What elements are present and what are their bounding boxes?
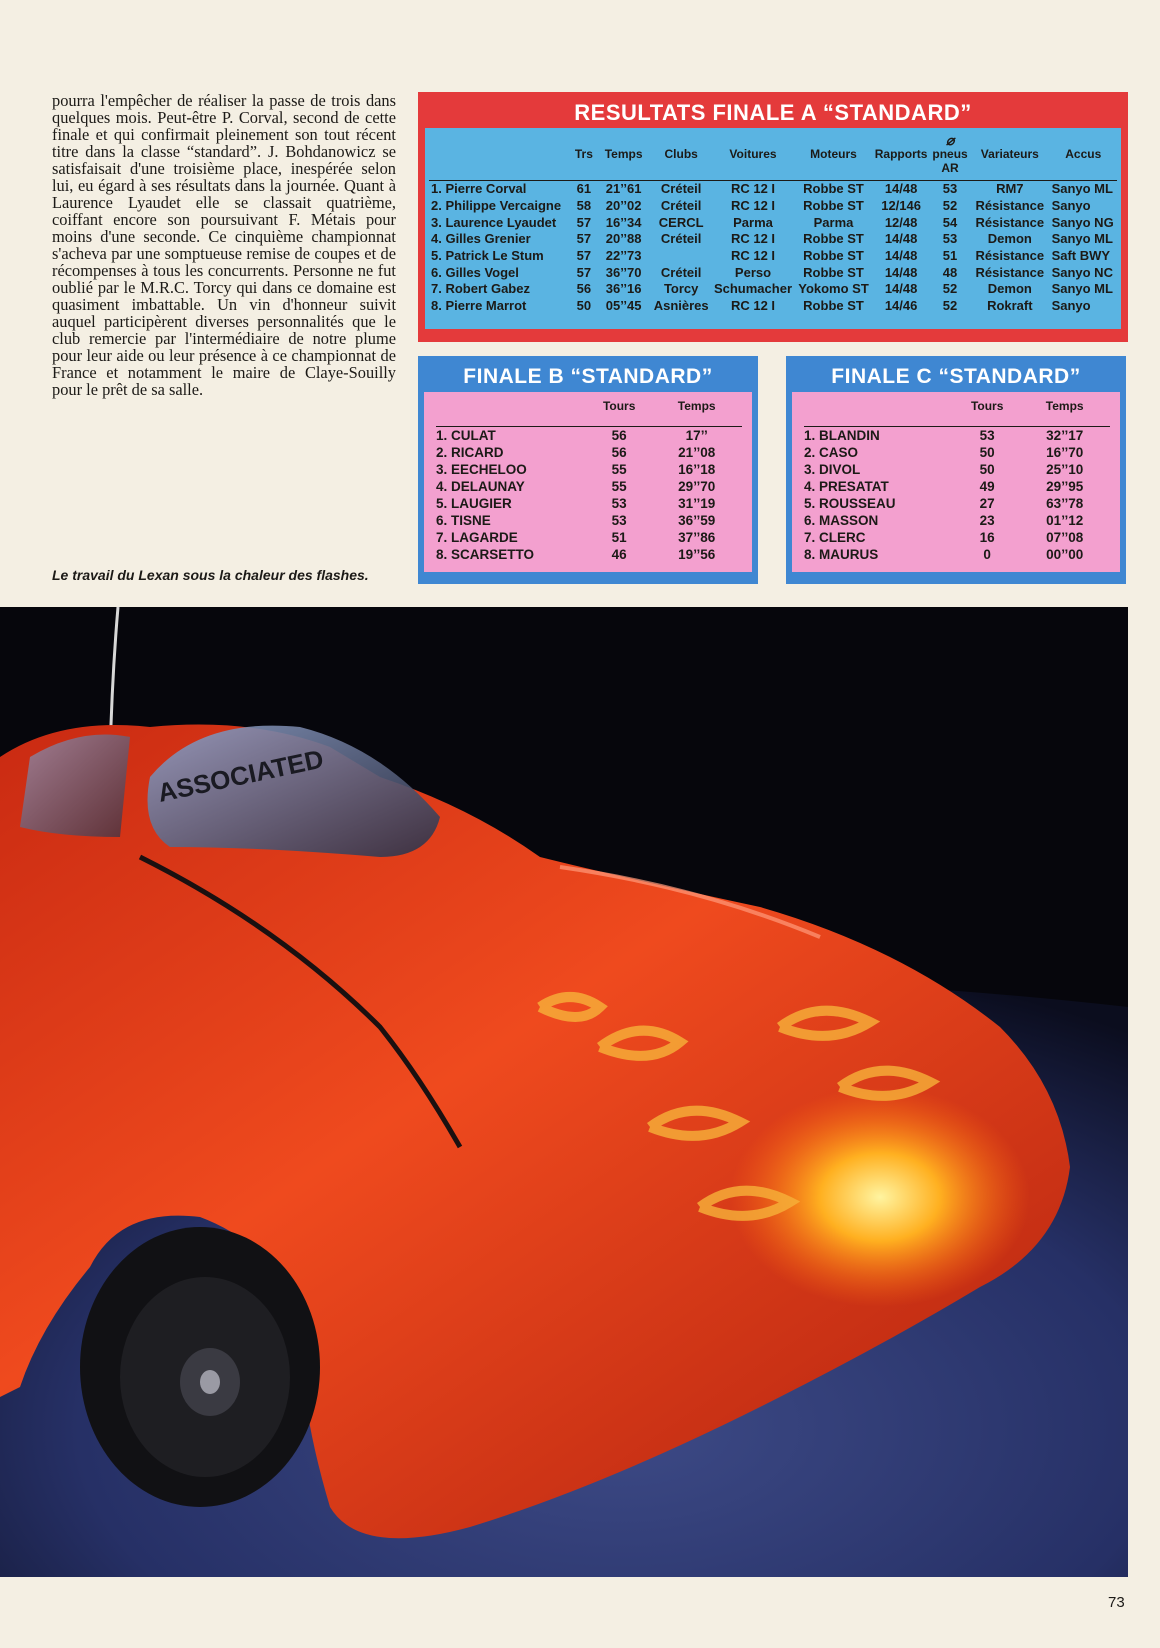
time-cell: 16’’70 — [1046, 444, 1084, 460]
finale-a-table-area — [425, 128, 1121, 329]
club-cell: Créteil — [651, 181, 711, 198]
battery-cell: Saft BWY — [1051, 248, 1111, 264]
driver-name: 1. CULAT — [436, 427, 587, 445]
laps-cell: 49 — [979, 478, 995, 494]
finale-a-row — [429, 298, 1117, 315]
driver-name: 7. CLERC — [804, 529, 866, 545]
finale-c-row — [804, 512, 1110, 529]
engine-cell: Yokomo ST — [798, 281, 869, 297]
page-number: 73 — [1108, 1594, 1125, 1611]
battery-cell: Sanyo — [1051, 298, 1091, 314]
battery-cell: Sanyo ML — [1051, 231, 1113, 247]
tyre-cell: 53 — [930, 181, 970, 198]
speed-controller-cell: Résistance — [975, 214, 1045, 230]
laps-cell: 16 — [979, 529, 995, 545]
finale-a-row — [429, 248, 1117, 265]
header-name — [804, 398, 955, 427]
driver-name: 3. DIVOL — [804, 461, 861, 477]
tyre-cell: 51 — [942, 248, 958, 264]
battery-cell: Sanyo NC — [1051, 264, 1113, 280]
header-name — [429, 128, 572, 181]
finale-c-row — [804, 529, 1110, 546]
finale-b-row — [436, 444, 742, 461]
car-cell: RC 12 I — [730, 298, 776, 314]
time-cell: 25’’10 — [1046, 461, 1084, 477]
engine-cell: Robbe ST — [803, 298, 864, 314]
tyre-cell: 53 — [942, 231, 958, 247]
header-variateurs: Variateurs — [980, 147, 1039, 161]
laps-cell: 50 — [576, 298, 592, 314]
laps-cell: 56 — [587, 427, 651, 445]
driver-name: 3. Laurence Lyaudet — [431, 214, 557, 230]
finale-b-row — [436, 461, 742, 478]
ratio-cell: 14/46 — [884, 298, 918, 314]
article-paragraph: pourra l'empêcher de réaliser la passe de trois dans quelques mois. Peut-être P. Corval, second de cette finale et qui confirmait pleinement son tout récent titre dans la classe “standard”. J. Bohdanowicz se satisfaisait d'une troisième place, inespérée selon lui, eu égard à ses résultats dans la journée. Quant à Laurence Lyaudet elle se classait quatrième, coiffant encore son poursuivant F. Métais pour moins d'une seconde. Ce cinquième championnat s'acheva par une somptueuse remise de coupes et de récompenses à tous les concurrents. Personne ne fut oublié par le M.R.C. Torcy qui dans ce domaine est quasiment imbattable. Un vin d'honneur suivit auquel participèrent diverses personnalités que le club remercie par l'intermédiaire de notre plume pour leur aide ou leur présence à ce championnat de France et notamment le maire de Claye-Souilly pour le prêt de sa salle. — [52, 91, 396, 399]
laps-cell: 57 — [576, 264, 592, 280]
finale-b-header-row — [436, 398, 742, 427]
finale-c-table — [804, 398, 1110, 563]
laps-cell: 27 — [979, 495, 995, 511]
finale-b-row — [436, 478, 742, 495]
finale-c-table-area — [792, 392, 1120, 572]
time-cell: 31’’19 — [678, 495, 716, 511]
speed-controller-cell: Demon — [987, 281, 1032, 297]
time-cell: 17’’ — [651, 427, 742, 445]
laps-cell: 50 — [979, 444, 995, 460]
battery-cell: Sanyo — [1051, 198, 1091, 214]
car-cell: RC 12 I — [730, 248, 776, 264]
laps-cell: 51 — [611, 529, 627, 545]
club-cell: Créteil — [660, 231, 702, 247]
engine-cell: Robbe ST — [803, 248, 864, 264]
ratio-cell: 12/48 — [884, 214, 918, 230]
laps-cell: 57 — [576, 248, 592, 264]
driver-name: 8. MAURUS — [804, 546, 879, 562]
laps-cell: 55 — [611, 478, 627, 494]
club-cell — [651, 248, 711, 265]
car-cell: Schumacher — [713, 281, 793, 297]
finale-b-title: FINALE B “STANDARD” — [463, 365, 713, 388]
finale-b-row — [436, 495, 742, 512]
driver-name: 2. CASO — [804, 444, 859, 460]
laps-cell: 61 — [572, 181, 596, 198]
time-cell: 36’’59 — [678, 512, 716, 528]
ratio-cell: 14/48 — [884, 248, 918, 264]
ratio-cell: 14/48 — [884, 281, 918, 297]
finale-a-header-row — [429, 128, 1117, 181]
driver-name: 6. MASSON — [804, 512, 879, 528]
laps-cell: 50 — [979, 461, 995, 477]
laps-cell: 53 — [611, 495, 627, 511]
time-cell: 00’’00 — [1046, 546, 1084, 562]
ratio-cell: 14/48 — [872, 181, 930, 198]
finale-a-row — [429, 181, 1117, 198]
time-cell: 22’’73 — [605, 248, 642, 264]
driver-name: 8. Pierre Marrot — [431, 298, 527, 314]
time-cell: 16’’34 — [605, 214, 642, 230]
finale-a-box — [418, 92, 1128, 342]
finale-b-row — [436, 512, 742, 529]
car-cell: RC 12 I — [730, 198, 776, 214]
laps-cell: 53 — [955, 427, 1019, 445]
time-cell: 32’’17 — [1019, 427, 1110, 445]
finale-c-box — [786, 356, 1126, 584]
header-name — [436, 398, 587, 427]
laps-cell: 55 — [611, 461, 627, 477]
driver-name: 2. Philippe Vercaigne — [431, 198, 562, 214]
speed-controller-cell: Résistance — [975, 198, 1045, 214]
finale-c-row — [804, 444, 1110, 461]
finale-b-row — [436, 427, 742, 445]
car-photo — [0, 607, 1128, 1577]
tyre-cell: 48 — [942, 264, 958, 280]
laps-cell: 23 — [979, 512, 995, 528]
laps-cell: 46 — [611, 546, 627, 562]
time-cell: 19’’56 — [678, 546, 716, 562]
car-cell: Perso — [734, 264, 772, 280]
time-cell: 21’’61 — [596, 181, 651, 198]
header-moteurs: Moteurs — [810, 147, 857, 161]
time-cell: 07’’08 — [1046, 529, 1084, 545]
time-cell: 20’’02 — [605, 198, 642, 214]
header-temps: Temps — [1045, 399, 1084, 413]
engine-cell: Robbe ST — [803, 198, 864, 214]
driver-name: 4. Gilles Grenier — [431, 231, 531, 247]
driver-name: 3. EECHELOO — [436, 461, 527, 477]
finale-c-row — [804, 546, 1110, 563]
driver-name: 4. DELAUNAY — [436, 478, 525, 494]
time-cell: 21’’08 — [678, 444, 716, 460]
finale-b-table — [436, 398, 742, 563]
header-temps: Temps — [604, 147, 643, 161]
driver-name: 6. TISNE — [436, 512, 491, 528]
finale-a-row — [429, 264, 1117, 281]
finale-a-title: RESULTATS FINALE A “STANDARD” — [574, 100, 972, 125]
laps-cell: 0 — [983, 546, 991, 562]
tyre-cell: 52 — [942, 281, 958, 297]
laps-cell: 56 — [576, 281, 592, 297]
finale-a-row — [429, 231, 1117, 248]
diameter-icon: ⌀ — [945, 132, 955, 148]
car-cell: RC 12 I — [730, 231, 776, 247]
finale-b-row — [436, 529, 742, 546]
laps-cell: 56 — [611, 444, 627, 460]
speed-controller-cell: Demon — [987, 231, 1032, 247]
driver-name: 5. ROUSSEAU — [804, 495, 896, 511]
time-cell: 29’’70 — [678, 478, 716, 494]
speed-controller-cell: RM7 — [970, 181, 1049, 198]
header-trs: Trs — [574, 147, 593, 161]
header-pneus — [930, 128, 970, 181]
engine-cell: Robbe ST — [795, 181, 872, 198]
time-cell: 36’’70 — [605, 264, 642, 280]
club-cell: Créteil — [660, 264, 702, 280]
finale-b-row — [436, 546, 742, 563]
car-cell: RC 12 I — [711, 181, 795, 198]
tyre-cell: 54 — [942, 214, 958, 230]
club-cell: CERCL — [658, 214, 704, 230]
driver-name: 8. SCARSETTO — [436, 546, 535, 562]
battery-cell: Sanyo NG — [1051, 214, 1114, 230]
engine-cell: Robbe ST — [803, 264, 864, 280]
laps-cell: 57 — [576, 231, 592, 247]
time-cell: 05’’45 — [605, 298, 642, 314]
laps-cell: 53 — [611, 512, 627, 528]
time-cell: 29’’95 — [1046, 478, 1084, 494]
car-cell: Parma — [733, 214, 773, 230]
club-cell: Asnières — [653, 298, 709, 314]
header-temps: Temps — [677, 399, 716, 413]
time-cell: 36’’16 — [605, 281, 642, 297]
speed-controller-cell: Résistance — [975, 248, 1045, 264]
laps-cell: 58 — [576, 198, 592, 214]
photo-caption: Le travail du Lexan sous la chaleur des flashes. — [52, 567, 369, 583]
driver-name: 7. LAGARDE — [436, 529, 518, 545]
engine-cell: Parma — [813, 214, 854, 230]
header-tours: Tours — [970, 399, 1004, 413]
tyre-cell: 52 — [942, 198, 958, 214]
finale-c-row — [804, 478, 1110, 495]
battery-cell: Sanyo ML — [1050, 181, 1117, 198]
ratio-cell: 14/48 — [884, 264, 918, 280]
finale-a-table — [429, 128, 1117, 315]
finale-c-row — [804, 427, 1110, 445]
driver-name: 1. BLANDIN — [804, 427, 955, 445]
driver-name: 7. Robert Gabez — [431, 281, 530, 297]
finale-c-title: FINALE C “STANDARD” — [831, 365, 1081, 388]
driver-name: 5. Patrick Le Stum — [431, 248, 544, 264]
header-clubs: Clubs — [664, 147, 698, 161]
speed-controller-cell: Résistance — [975, 264, 1045, 280]
laps-cell: 57 — [576, 214, 592, 230]
time-cell: 20’’88 — [605, 231, 642, 247]
time-cell: 16’’18 — [678, 461, 716, 477]
finale-c-row — [804, 495, 1110, 512]
finale-c-header-row — [804, 398, 1110, 427]
engine-cell: Robbe ST — [803, 231, 864, 247]
time-cell: 37’’86 — [678, 529, 716, 545]
header-accus: Accus — [1065, 147, 1102, 161]
driver-name: 4. PRESATAT — [804, 478, 889, 494]
header-voitures: Voitures — [729, 147, 777, 161]
ratio-cell: 12/146 — [881, 198, 921, 214]
header-rapports: Rapports — [874, 147, 928, 161]
car-decal: ASSOCIATED — [155, 743, 327, 808]
finale-b-box — [418, 356, 758, 584]
driver-name: 5. LAUGIER — [436, 495, 512, 511]
finale-c-row — [804, 461, 1110, 478]
club-cell: Créteil — [660, 198, 702, 214]
finale-b-table-area — [424, 392, 752, 572]
finale-a-row — [429, 198, 1117, 215]
battery-cell: Sanyo ML — [1051, 281, 1113, 297]
header-pneus-label: pneus — [932, 147, 968, 161]
speed-controller-cell: Rokraft — [987, 298, 1033, 314]
time-cell: 01’’12 — [1046, 512, 1084, 528]
time-cell: 63’’78 — [1046, 495, 1084, 511]
tyre-cell: 52 — [942, 298, 958, 314]
car-illustration — [0, 607, 1128, 1577]
ratio-cell: 14/48 — [884, 231, 918, 247]
header-pneus-ar: AR — [941, 161, 959, 175]
finale-a-row — [429, 214, 1117, 231]
driver-name: 1. Pierre Corval — [429, 181, 572, 198]
header-tours: Tours — [602, 399, 636, 413]
club-cell: Torcy — [663, 281, 699, 297]
driver-name: 6. Gilles Vogel — [431, 264, 519, 280]
finale-a-row — [429, 281, 1117, 298]
driver-name: 2. RICARD — [436, 444, 504, 460]
